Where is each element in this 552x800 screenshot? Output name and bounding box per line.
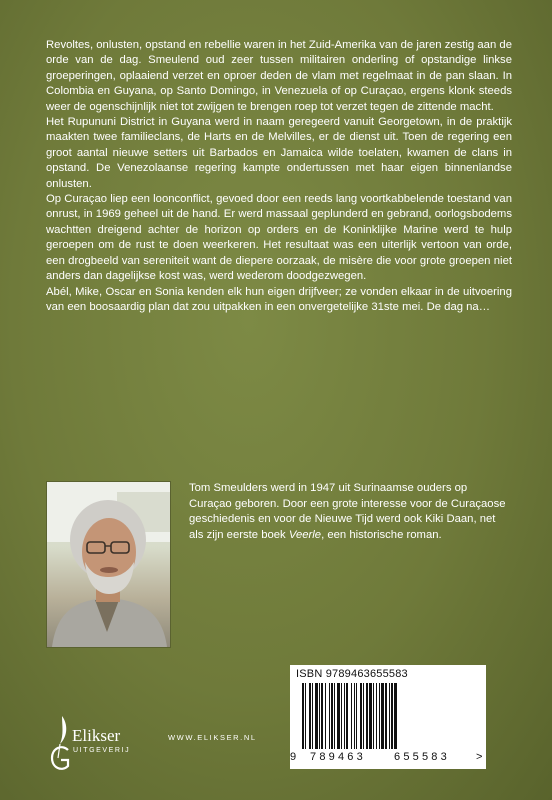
barcode-bars	[298, 683, 478, 753]
isbn-barcode	[290, 665, 486, 769]
blurb-paragraph-1: Revoltes, onlusten, opstand en rebellie waren in het Zuid-Amerika van de jaren zestig aan de orde van de dag. Smeulend oud zeer tussen militairen onderling of opstandige linkse groeperingen, oplaaiend verzet en oproer deden de vlam met regelmaat in de pan slaan. In Colombia en Guyana, op Santo Domingo, in Venezuela of op Curaçao, ergens klonk steeds weer de ogenschijnlijk niet tot zwijgen te brengen roep tot verzet tegen de zittende macht.	[46, 39, 512, 113]
blurb-paragraph-2: Het Rupununi District in Guyana werd in naam geregeerd vanuit Georgetown, in de praktijk maakten twee familieclans, de Harts en de Melvilles, er de dienst uit. Toen de regering een groot aantal nieuwe setters uit Barbados en Jamaica wilde toelaten, kwamen de clans in opstand. De Venezolaanse regering kampte ondertussen met haar eigen binnenlandse onlusten.	[46, 116, 512, 190]
barcode-left-digits: 789463	[310, 751, 366, 763]
blurb	[46, 38, 512, 315]
barcode-first-digit: 9	[290, 751, 297, 763]
quill-logo-icon	[48, 714, 72, 776]
publisher-subtitle: UITGEVERIJ	[73, 747, 131, 754]
publisher-logo	[48, 714, 198, 776]
author-bio-end: , een historische roman.	[321, 528, 442, 541]
publisher-name: Elikser	[72, 726, 121, 745]
blurb-paragraph-4: Abél, Mike, Oscar en Sonia kenden elk hun eigen drijfveer; ze vonden elkaar in de uitvoering van een boosaardig plan dat zou uitpakken in een onvergetelijke 31ste mei. De dag na…	[46, 285, 512, 313]
author-bio-text: Tom Smeulders werd in 1947 uit Surinaamse ouders op Curaçao geboren. Door een grote interesse voor de Curaçaose geschiedenis en voor de Nieuwe Tijd werd ook Kiki Daan, net als zijn eerste boek	[189, 482, 506, 541]
author-bio	[189, 481, 511, 543]
blurb-paragraph-3: Op Curaçao liep een loonconflict, gevoed door een reeds lang voortkabbelende toestand van onrust, in 1969 geheel uit de hand. Er werd massaal geplunderd en gebrand, oorlogsbodems wachtten dreigend achter de horizon op orders en de Koninklijke Marine werd te hulp geroepen om de rust te doen weerkeren. Het resultaat was een uiterlijk vertoon van orde, een drogbeeld van sereniteit want de diepere oorzaak, de misère die voor grote groepen niet anders dan dagelijkse kost was, werd wederom doodgezwegen.	[46, 193, 512, 283]
publisher-url: WWW.ELIKSER.NL	[168, 733, 257, 742]
isbn-label: ISBN 9789463655583	[296, 668, 408, 680]
barcode-right-digits: 655583	[394, 751, 450, 763]
author-photo	[46, 481, 171, 648]
barcode-arrow: >	[476, 751, 483, 763]
book-title: Veerle	[288, 528, 322, 541]
